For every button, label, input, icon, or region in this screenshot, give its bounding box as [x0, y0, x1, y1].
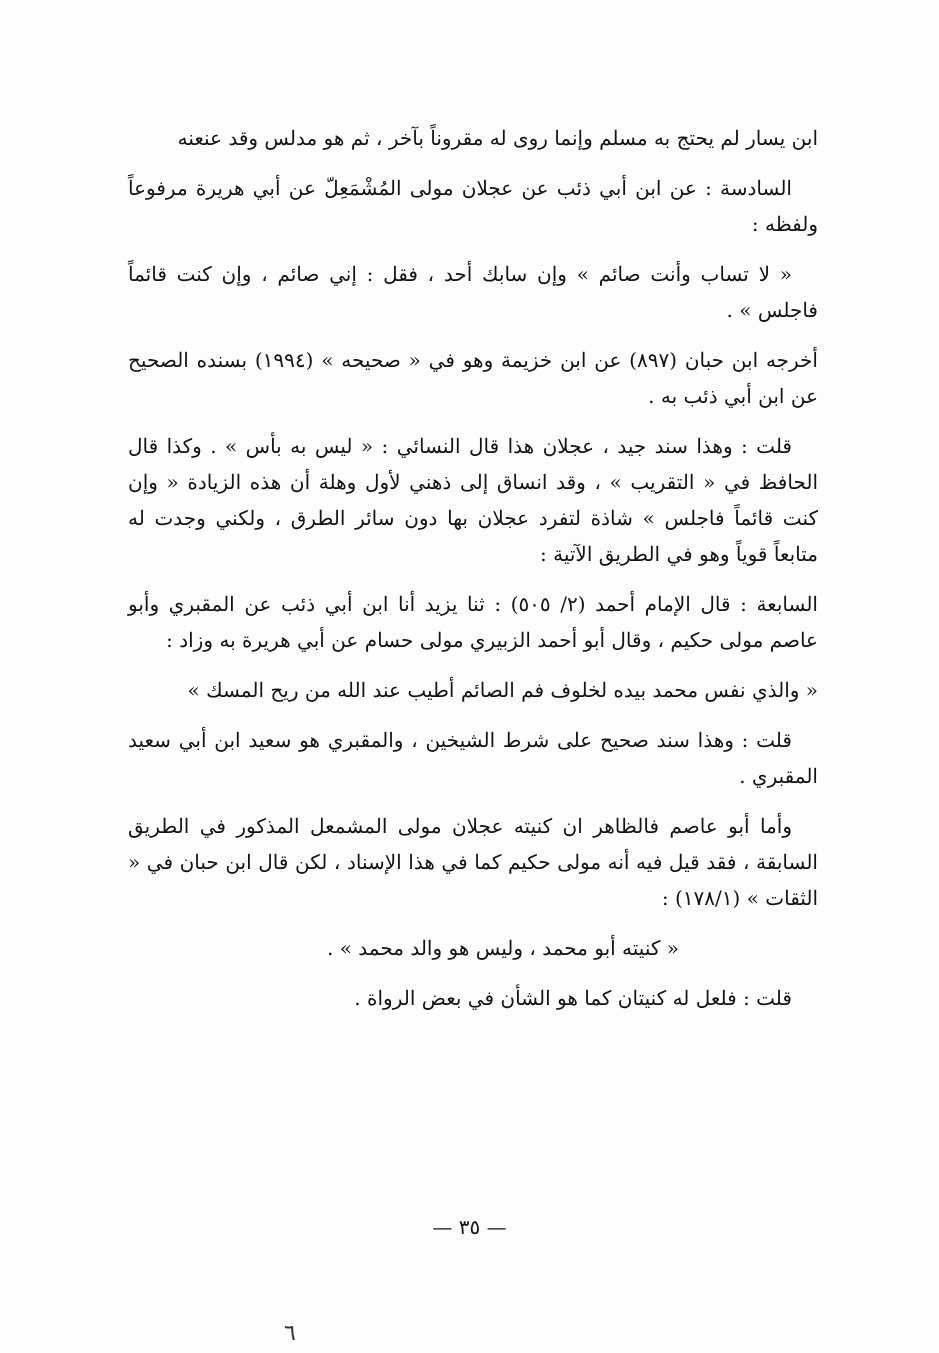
paragraph-two-kunyas: قلت : فلعل له كنيتان كما هو الشأن في بعض الرواة .	[354, 986, 792, 1010]
paragraph-sanad-judgment: قلت : وهذا سند جيد ، عجلان هذا قال النسائي : « ليس به بأس » . وكذا قال الحافظ في « التقريب » ، وقد انساق إلى ذهني لأول وهلة أن هذه الزيادة « وإن كنت قائماً فاجلس » شاذة لتفرد عجلان بها دون سائر الطرق ، ولكني وجدت له متابعاً قوياً وهو في الطريق الآتية :	[128, 434, 818, 566]
paragraph-abu-asim: وأما أبو عاصم فالظاهر ان كنيته عجلان مولى المشمعل المذكور في الطريق السابقة ، فقد قيل فيه أنه مولى حكيم كما في هذا الإسناد ، لكن قال ابن حبان في « الثقات » (١٧٨/١) :	[128, 814, 818, 910]
paragraph-seventh-route: السابعة : قال الإمام أحمد (٢/ ٥٠٥) : ثنا يزيد أنا ابن أبي ذئب عن المقبري وأبو عاصم مولى حكيم ، وقال أبو أحمد الزبيري مولى حسام عن أبي هريرة به وزاد :	[128, 592, 818, 652]
paragraph-sixth-route: السادسة : عن ابن أبي ذئب عن عجلان مولى المُشْمَعِلّ عن أبي هريرة مرفوعاً ولفظه :	[128, 176, 818, 236]
paragraph-ibn-hibban-takhrij: أخرجه ابن حبان (٨٩٧) عن ابن خزيمة وهو في « صحيحه » (١٩٩٤) بسنده الصحيح عن ابن أبي ذئب به .	[128, 348, 818, 408]
sheet-mark: ٦	[284, 1321, 296, 1346]
paragraph-ibn-yasar: ابن يسار لم يحتج به مسلم وإنما روى له مقروناً بآخر ، ثم هو مدلس وقد عنعنه	[177, 126, 818, 150]
hadith-text-fasting: « لا تساب وأنت صائم » وإن سابك أحد ، فقل : إني صائم ، وإن كنت قائماً فاجلس » .	[128, 262, 818, 322]
page-number: — ٣٥ —	[432, 1215, 507, 1239]
paragraph-sahih-sanad: قلت : وهذا سند صحيح على شرط الشيخين ، والمقبري هو سعيد ابن أبي سعيد المقبري .	[128, 728, 818, 788]
hadith-text-musk: « والذي نفس محمد بيده لخلوف فم الصائم أطيب عند الله من ريح المسك »	[187, 678, 818, 702]
page-body	[128, 120, 818, 1030]
quote-kunya: « كنيته أبو محمد ، وليس هو والد محمد » .	[326, 936, 679, 960]
